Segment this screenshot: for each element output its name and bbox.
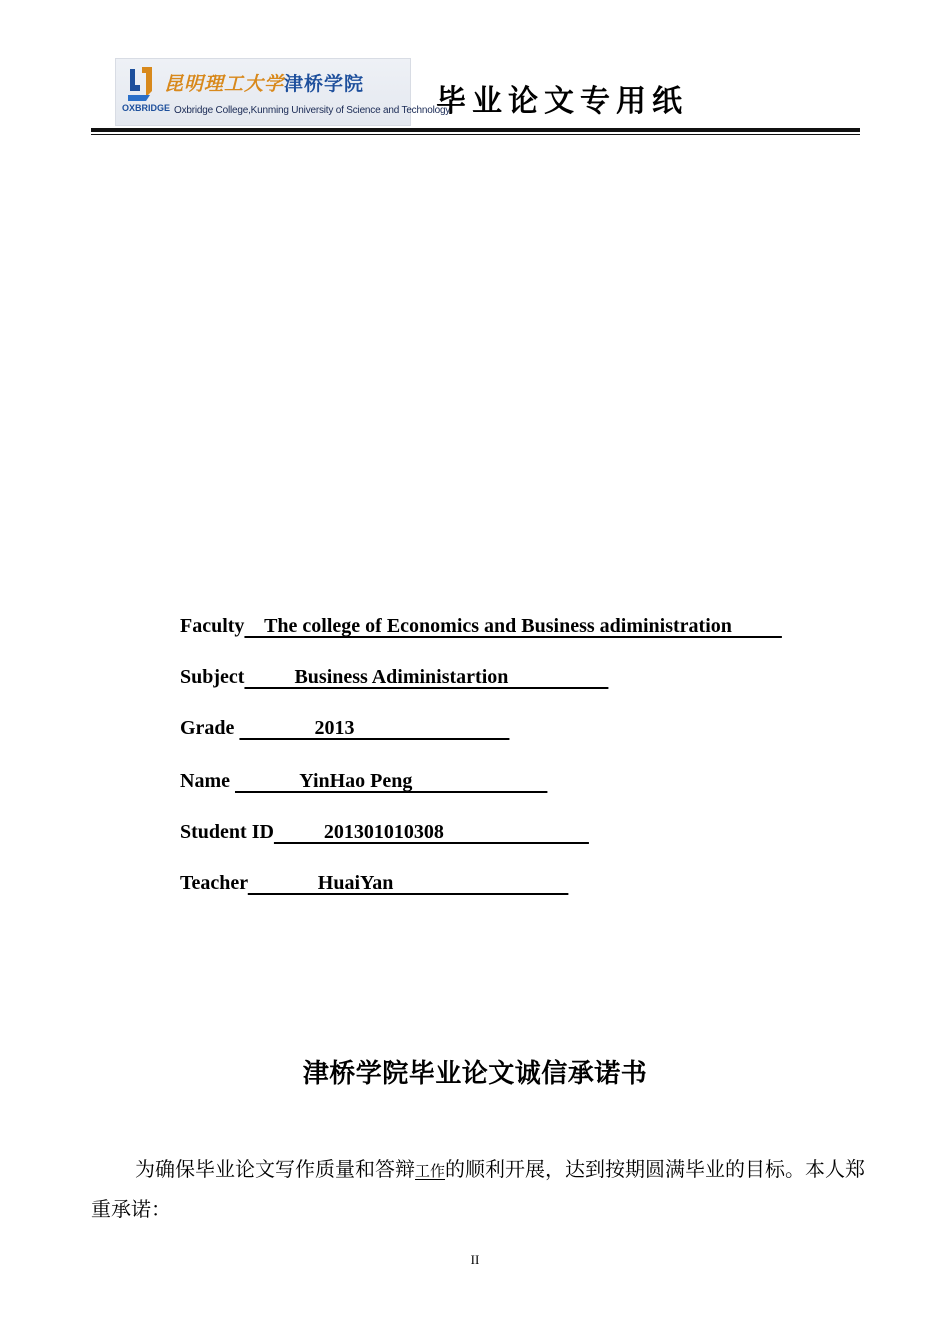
paper-title: 毕业论文专用纸 (436, 84, 688, 119)
teacher-value: HuaiYan (247, 872, 569, 894)
pledge-text-part2: 的顺利开展，达到按期圆满毕业的目标。本人郑重承诺： (91, 1157, 866, 1221)
grade-label: Grade (180, 717, 240, 739)
grade-value: 2013 (239, 717, 510, 739)
header-divider-thin (91, 134, 860, 135)
faculty-label: Faculty (180, 615, 245, 637)
teacher-line (180, 869, 568, 897)
student-id-label: Student ID (180, 821, 274, 843)
student-id-value: 201301010308 (273, 821, 589, 843)
faculty-line (180, 612, 782, 640)
logo-oxbridge-mark: OXBRIDGE (122, 103, 171, 113)
faculty-value: The college of Economics and Business adiministration (244, 615, 782, 637)
pledge-text-part1: 为确保毕业论文写作质量和答辩 (135, 1157, 415, 1181)
college-emblem-icon (124, 65, 158, 103)
name-line (180, 767, 547, 795)
subject-label: Subject (180, 666, 245, 688)
page-number: II (470, 1252, 480, 1267)
pledge-text-small: 工作 (415, 1162, 446, 1180)
header-divider-thick (91, 128, 860, 132)
subject-value: Business Adiministartion (244, 666, 609, 688)
pledge-paragraph (91, 1150, 881, 1228)
teacher-label: Teacher (180, 872, 248, 894)
logo-chinese-name: 昆明理工大学津桥学院 (164, 73, 365, 95)
pledge-title: 津桥学院毕业论文诚信承诺书 (302, 1059, 648, 1089)
name-label: Name (180, 770, 235, 792)
logo-english-name: Oxbridge College,Kunming University of Science and Technology (174, 105, 451, 116)
college-logo (115, 58, 451, 126)
subject-line (180, 663, 608, 691)
grade-line (180, 714, 509, 742)
page-header (91, 56, 860, 136)
student-id-line (180, 818, 589, 846)
name-value: YinHao Peng (234, 770, 548, 792)
